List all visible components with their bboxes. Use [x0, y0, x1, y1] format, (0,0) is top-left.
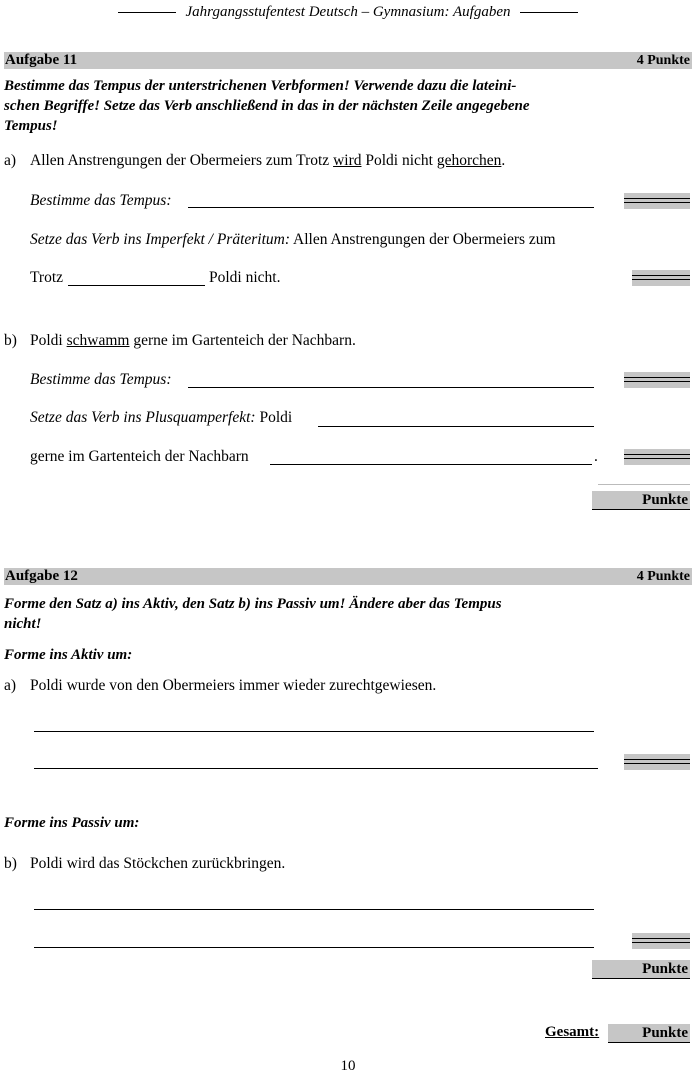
- task11-instruction-line2: schen Begriffe! Setze das Verb anschließend in das in der nächsten Zeile angegebene: [4, 98, 530, 114]
- task12-instruction-line2: nicht!: [4, 616, 42, 632]
- task11-a-verb1: wird: [333, 152, 362, 169]
- task12-b-label: b): [4, 855, 17, 872]
- task12-instruction-line1: Forme den Satz a) ins Aktiv, den Satz b) ins Passiv um! Ändere aber das Tempus: [4, 596, 502, 612]
- task12-instruction: [4, 594, 502, 634]
- task11-b-s1: Poldi: [30, 332, 67, 349]
- task11-b-convert-answer-line1[interactable]: [318, 426, 594, 427]
- task11-points: 4 Punkte: [636, 53, 690, 68]
- task11-a-sentence: [30, 152, 505, 170]
- task11-total-points-box[interactable]: [592, 491, 690, 510]
- task11-a-convert-score-box[interactable]: [632, 270, 690, 286]
- task12-b-answer-line1[interactable]: [34, 909, 594, 910]
- task11-a-convert-text: Allen Anstrengungen der Obermeiers zum: [290, 231, 556, 248]
- task12-a-score-box[interactable]: [624, 754, 690, 770]
- task11-b-convert-prompt: Setze das Verb ins Plusquamperfekt:: [30, 409, 256, 426]
- task12-a-answer-line1[interactable]: [34, 731, 594, 732]
- task12-total-label: Punkte: [642, 961, 688, 977]
- task12-b-answer-line2[interactable]: [34, 947, 594, 948]
- task11-a-line2-end: Poldi nicht.: [209, 269, 281, 286]
- task11-b-sentence: [30, 332, 356, 350]
- task11-a-convert: [30, 231, 556, 249]
- task12-b-score-box[interactable]: [632, 933, 690, 949]
- task11-header-bar: [4, 52, 692, 69]
- task11-b-convert: [30, 409, 292, 427]
- task11-b-tempus-answer-line[interactable]: [188, 387, 594, 388]
- task11-a-tempus-prompt: Bestimme das Tempus:: [30, 192, 172, 209]
- task11-a-label: a): [4, 152, 17, 169]
- task11-a-tempus-score-box[interactable]: [624, 193, 690, 209]
- task12-a-answer-line2[interactable]: [34, 768, 598, 769]
- task11-instruction-line1: Bestimme das Tempus der unterstrichenen Verbformen! Verwende dazu die lateini-: [4, 78, 517, 94]
- header-rule-left: [118, 12, 176, 13]
- task12-a-label: a): [4, 677, 17, 694]
- task11-total-label: Punkte: [642, 492, 688, 508]
- task11-b-line2-end: .: [594, 448, 598, 465]
- gesamt-label: Gesamt:: [545, 1024, 600, 1040]
- task12-total-points-box[interactable]: [592, 960, 690, 979]
- task12-aktiv-heading: Forme ins Aktiv um:: [4, 647, 133, 663]
- task11-instruction-line3: Tempus!: [4, 118, 58, 134]
- header-title: Jahrgangsstufentest Deutsch – Gymnasium: Aufgaben: [185, 4, 511, 20]
- task11-b-tempus-score-box[interactable]: [624, 372, 690, 388]
- task11-a-s1: Allen Anstrengungen der Obermeiers zum Trotz: [30, 152, 334, 169]
- task12-header-bar: [4, 568, 692, 585]
- page-number: 10: [340, 1058, 356, 1074]
- task11-a-tempus-answer-line[interactable]: [188, 207, 594, 208]
- task11-a-s2: Poldi nicht: [361, 152, 437, 169]
- task11-a-s3: .: [501, 152, 506, 169]
- task11-total-separator: [598, 484, 690, 485]
- header-rule-right: [520, 12, 578, 13]
- task11-b-convert-score-box[interactable]: [624, 449, 690, 465]
- page-header: [0, 4, 696, 21]
- task12-title: Aufgabe 12: [5, 568, 78, 584]
- task11-a-convert-prompt: Setze das Verb ins Imperfekt / Präteritum:: [30, 231, 291, 248]
- task11-b-tempus-prompt: Bestimme das Tempus:: [30, 371, 172, 388]
- task11-title: Aufgabe 11: [5, 52, 78, 68]
- task12-passiv-heading: Forme ins Passiv um:: [4, 815, 140, 831]
- gesamt-points-label: Punkte: [642, 1025, 688, 1041]
- task11-a-line2-start: Trotz: [30, 269, 64, 286]
- gesamt-points-box[interactable]: [608, 1024, 690, 1043]
- task11-b-s2: gerne im Gartenteich der Nachbarn.: [129, 332, 356, 349]
- task11-b-label: b): [4, 332, 17, 349]
- task12-points: 4 Punkte: [636, 569, 690, 584]
- task11-a-verb2: gehorchen: [436, 152, 502, 169]
- task12-b-sentence: Poldi wird das Stöckchen zurückbringen.: [30, 855, 286, 872]
- task11-b-verb: schwamm: [66, 332, 130, 349]
- task12-a-sentence: Poldi wurde von den Obermeiers immer wieder zurechtgewiesen.: [30, 677, 437, 694]
- task11-a-verb-answer-line[interactable]: [68, 285, 205, 286]
- task11-instruction: [4, 76, 530, 136]
- task11-b-convert-answer-line2[interactable]: [270, 464, 592, 465]
- task11-b-convert-text: Poldi: [255, 409, 293, 426]
- task11-b-line2-start: gerne im Gartenteich der Nachbarn: [30, 448, 249, 465]
